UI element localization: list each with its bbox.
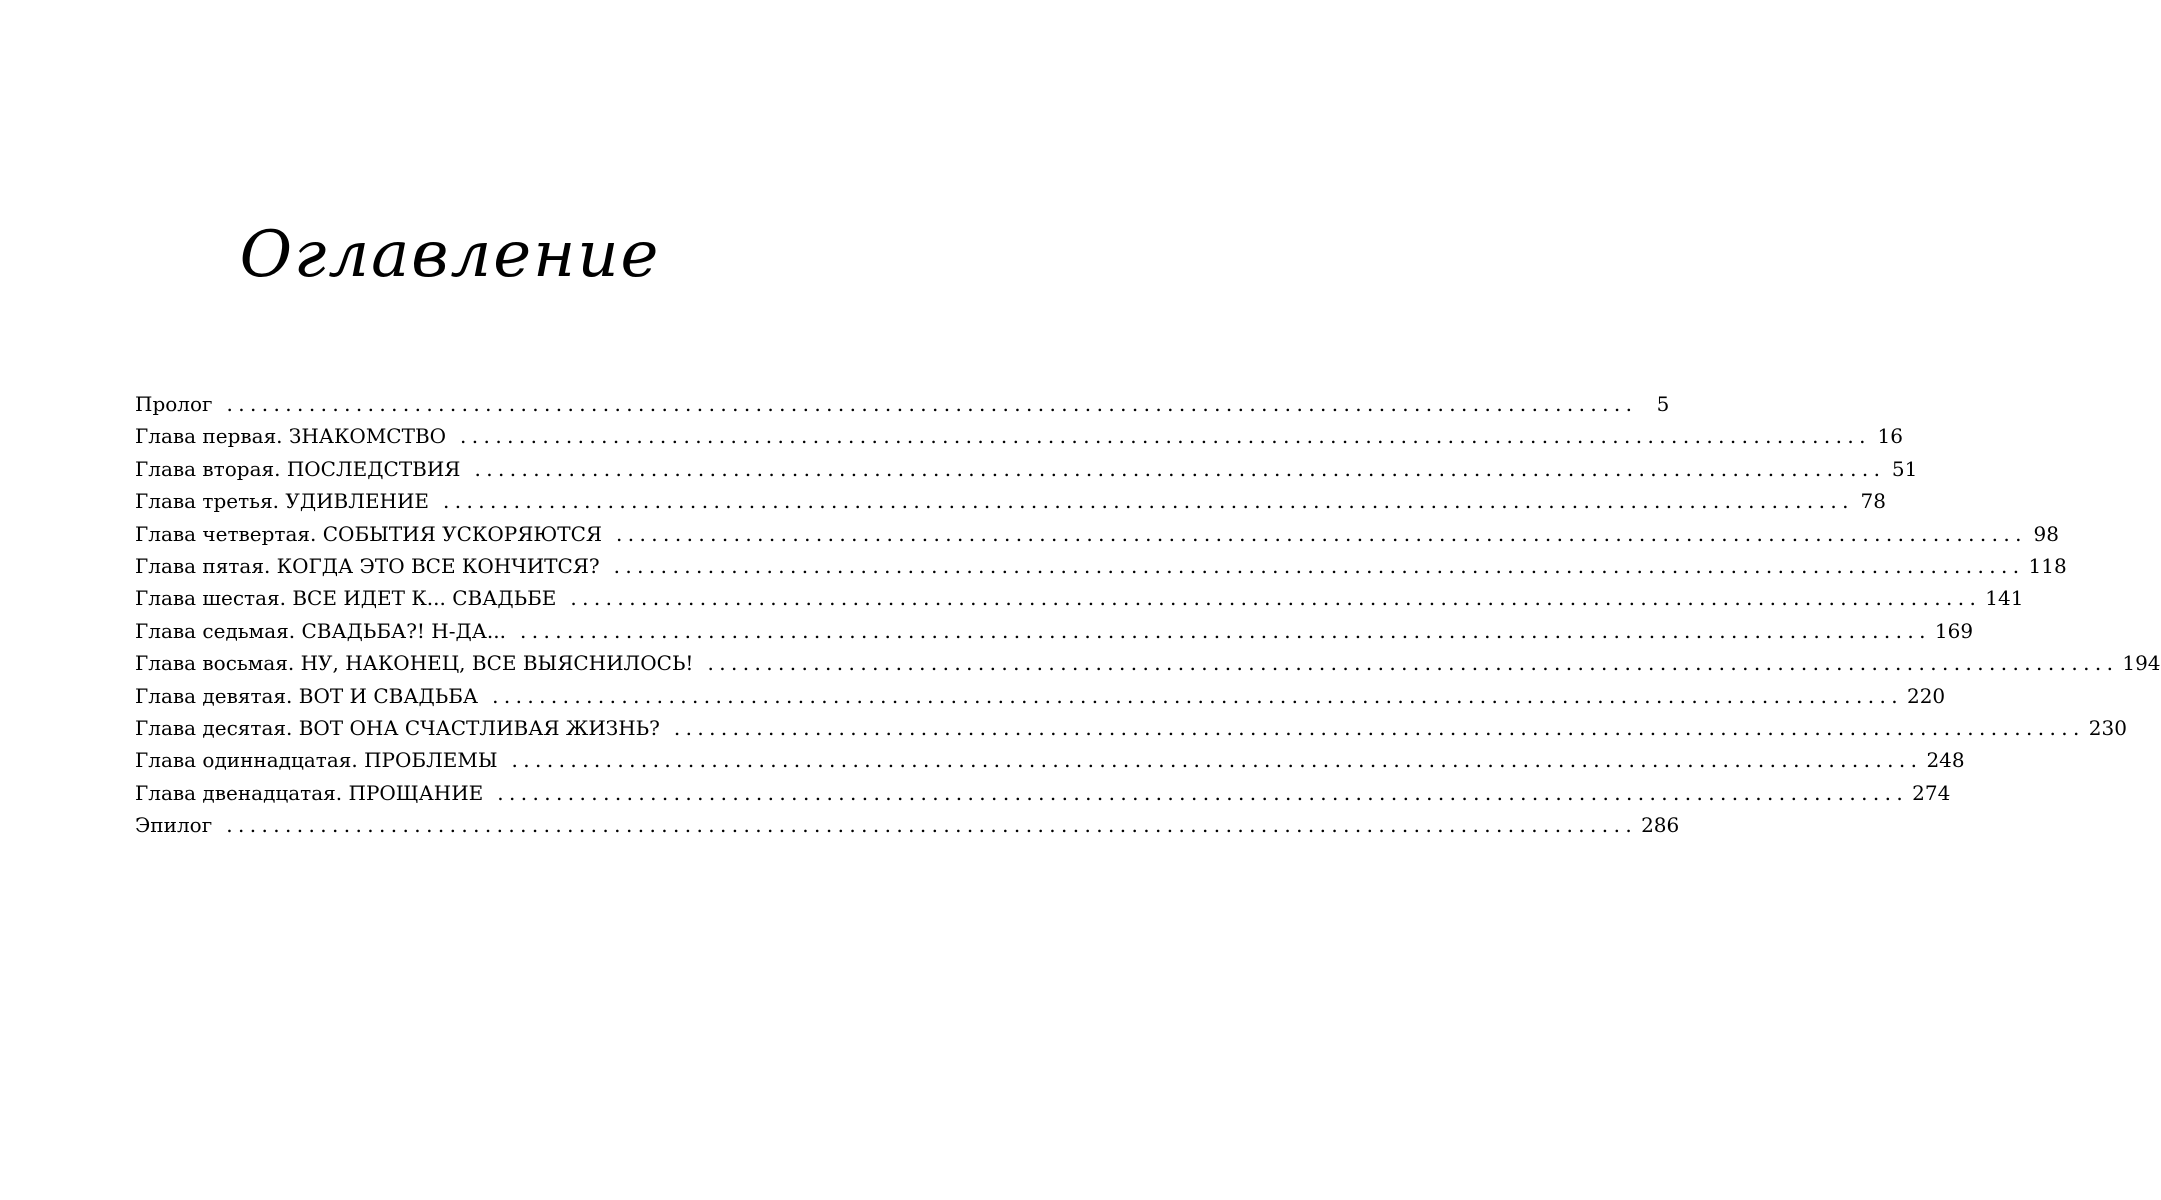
toc-entry-title: Эпилог: [135, 813, 213, 838]
toc-entry-title: Глава девятая. ВОТ И СВАДЬБА: [135, 683, 479, 708]
toc-page-number: 220: [1906, 683, 1946, 708]
toc-page-number: 118: [2028, 553, 2067, 578]
toc-page-number: 230: [2088, 715, 2127, 740]
toc-entry: [135, 809, 1680, 841]
toc-entry-title: Глава шестая. ВСЕ ИДЕТ К... СВАДЬБЕ: [135, 586, 557, 611]
toc-page-number: 51: [1891, 456, 1918, 481]
toc-dot-leader: ........................................................................................................................: [616, 521, 2027, 546]
toc-dot-leader: ........................................................................................................................: [460, 424, 1871, 449]
toc-dot-leader: ........................................................................................................................: [570, 586, 1982, 611]
toc-entry-title: Глава десятая. ВОТ ОНА СЧАСТЛИВАЯ ЖИЗНЬ?: [135, 715, 660, 740]
toc-page-number: 169: [1934, 618, 1974, 643]
toc-entry-title: Глава седьмая. СВАДЬБА?! Н-ДА...: [135, 618, 506, 643]
table-of-contents: [135, 388, 2161, 841]
toc-entry: [135, 420, 1903, 452]
toc-dot-leader: ........................................................................................................................: [497, 780, 1909, 805]
toc-dot-leader: ........................................................................................................................: [492, 683, 1903, 708]
toc-entry: [135, 453, 1918, 485]
toc-entry-title: Глава вторая. ПОСЛЕДСТВИЯ: [135, 456, 461, 481]
toc-entry: [135, 777, 1951, 809]
toc-page-number: 78: [1860, 489, 1886, 514]
toc-page-number: 286: [1641, 813, 1680, 838]
toc-page-number: 194: [2122, 651, 2161, 676]
toc-dot-leader: ........................................................................................................................: [613, 553, 2025, 578]
toc-entry: [135, 615, 1974, 647]
toc-dot-leader: ........................................................................................................................: [443, 489, 1854, 514]
toc-entry: [135, 647, 2161, 679]
toc-entry: [135, 550, 2067, 582]
toc-entry: [135, 518, 2059, 550]
toc-entry-title: Глава одиннадцатая. ПРОБЛЕМЫ: [135, 748, 498, 773]
toc-entry: [135, 388, 1670, 420]
toc-entry: [135, 744, 1965, 776]
toc-dot-leader: ........................................................................................................................: [511, 748, 1923, 773]
toc-entry-title: Пролог: [135, 392, 213, 416]
toc-entry-title: Глава двенадцатая. ПРОЩАНИЕ: [135, 780, 484, 805]
toc-dot-leader: ........................................................................................................................: [226, 813, 1638, 838]
toc-dot-leader: ........................................................................................................................: [673, 715, 2085, 740]
toc-entry: [135, 582, 2024, 614]
toc-entry: [135, 680, 1946, 712]
toc-entry: [135, 712, 2127, 744]
toc-entry-title: Глава пятая. КОГДА ЭТО ВСЕ КОНЧИТСЯ?: [135, 553, 600, 578]
toc-entry-title: Глава восьмая. НУ, НАКОНЕЦ, ВСЕ ВЫЯСНИЛОСЬ!: [135, 651, 694, 676]
toc-dot-leader: ........................................................................................................................: [520, 618, 1931, 643]
toc-page-number: 98: [2033, 521, 2059, 546]
toc-entry-title: Глава первая. ЗНАКОМСТВО: [135, 424, 447, 449]
toc-entry-title: Глава четвертая. СОБЫТИЯ УСКОРЯЮТСЯ: [135, 521, 603, 546]
page-title: Оглавление: [239, 218, 661, 292]
toc-dot-leader: ........................................................................................................................: [707, 651, 2119, 676]
toc-page-number: 248: [1926, 748, 1965, 773]
toc-entry: [135, 485, 1886, 517]
toc-page-number: 141: [1985, 586, 2024, 611]
toc-dot-leader: ........................................................................................................................: [474, 456, 1886, 481]
toc-dot-leader: ........................................................................................................................: [226, 392, 1638, 416]
toc-page-number: 5: [1656, 392, 1670, 416]
toc-page-number: 274: [1912, 780, 1951, 805]
toc-entry-title: Глава третья. УДИВЛЕНИЕ: [135, 489, 430, 514]
toc-page-number: 16: [1877, 424, 1903, 449]
